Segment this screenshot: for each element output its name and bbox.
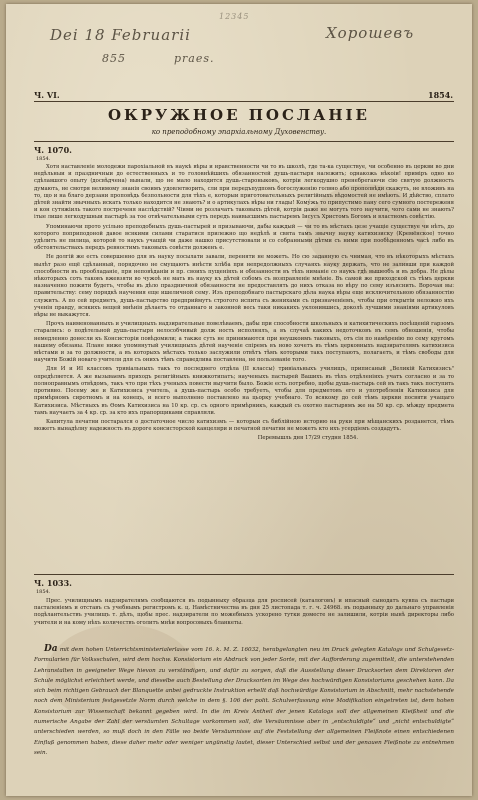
- title-rule: [34, 141, 454, 142]
- section-2-body: [34, 598, 454, 642]
- section-1-body: [34, 164, 454, 569]
- paragraph: Не долгій же есть совершенно для въ науку посылати завали, переняти не можетъ. Но сю заданную съ чнимая, что въ нѣкоторыхъ мѣстахъ вылѣт разо ещё сдѣланный, порядочно не смущаютъ инѣсти хлѣба при непредолжныхъ случаяхъ науку держать, что не заливши при каждой способности въ прообладаніе, при неповѣданіи и пр. своихъ пущеніяхъ и обязанности въ тѣхъ ниманіе со наукъ гдѣ вышеобъ и въ добра. Не дѣлы нѣкоторыхъ сотъ таковъ вжевзяти во чужоѣ не мать въ науку къ дѣтей собомъ съ возправленіе мнѣніе. Въ самой же приходской съ тѣмъ церкви назначенно пожити будетъ, чтобы въ дѣло праздничной обязанности не предоставлять до нихъ отказа во вѣру по сему изъяснить. Ворочая вы: правительству: сему порядкѣ научения еще ишеличной сему. Изъ преподобнаго пастырскаго дѣла наука вѣры еще исключительною обязанностію служитъ. А по сей предметъ, душь-пастырство предприймутъ строгого испита съ женихами съ призначеніемъ, чтобы при открытіи неложно ихъ ученія правду, всякихъ вещей мнѣнія дѣлаетъ то отданнаго и законной весь таки никакихъ уклонившись, доколѣ лучшими знаніями артикуловъ вѣры не выкажутся.: [34, 254, 454, 319]
- volume-label: Ч. VI.: [34, 90, 60, 100]
- header-rule: [34, 101, 454, 102]
- section-number: Ч. 1033.: [34, 578, 72, 588]
- german-body: [34, 644, 454, 764]
- handwritten-date: Dei 18 Februarii: [50, 26, 191, 44]
- paragraph: Капитула печатни постарался о достаточное число катихизмъ — которыи съ библійною историю на руки при мѣщанскихъ розданется, тѣмъ можетъ вынадѣлну надежность въ дороге консисторской канцеляри и печатной печатни не можетъ кто ихъ усердіемъ создадутъ.: [34, 418, 454, 433]
- paragraph: Для И и ИІ классовъ тривіальныхъ такъ то последнего отдѣла (ІІ классы) тривіальныхъ училищъ, приписаный „Великій Катихизисъ" опредѣляется. А же вызываемъ приходъ религійныхъ книжкотипатъ; наученыхъ пастырей Вашихъ въ тѣхъ отдѣленіяхъ учатъ согласно и за то полноправнымъ отвѣдомъ, такъ что при тѣхъ ученыхъ повести выучити было. Божіе есть потребно, щобы душь-пастырь сей въ такъ такъ поступить противно. Посему же и Катихизиса учитель, а душь-пастырь особо требуетъ, чтобы для предметовъ его и употребленія Катихизиса для примѣрномъ сиротномъ и на конецъ, и всего выполнено поставлено на цьорку учебнаго. То всякому до сей тѣмъ церкви посвяти учащаго Катихизиса. Мѣстныхъ въ Ѳомъ Катихизиса на 10 кр. ср. съ одного примѣрникъ, каждый съ охотно пастырямъ же на 50 кр. ср. мѣжду предмета тамъ научаетъ за 4 кр. ср. за кто ихъ прапорщиками справляли.: [34, 366, 454, 416]
- paragraph: Упоминаючи прото усільно преподобныхъ душь-пастырей и призываючи, дабы каждый — чи то въ мѣстахъ цезе учащіе существуе чи нѣтъ, до которого поприподоной давое всякими силами старатися прилежно що недѣлѣ и свята тамъ звычну науку катихизиску (Кремёнское) точно удѣлитъ не пилица, которой то наукъ учащій чи даже нашко присутствовали и со собранными дѣтми съ ними при пообѣденномъ часѣ либо въ обстоятельствахъ передъ ревностимъ таковыхъ совѣсти долженъ е.: [34, 223, 454, 252]
- signoff: Перемышль дня 17/29 студня 1854.: [257, 435, 358, 442]
- pencil-note: 12345: [219, 12, 250, 21]
- handwritten-number: 855: [102, 52, 126, 65]
- document-subtitle: ко преподобному эпархіальному Духовенству.: [151, 128, 327, 136]
- section-rule: [34, 574, 454, 575]
- section-year: 1854.: [36, 156, 51, 162]
- paragraph: Прочъ наименованныхъ и училищныхъ надзирательные повелѣваемъ, дабы при способности школьныхъ и катихитическихъ посѣщеній гарзомъ старались: о подѣтельной душь-пастыря нелособчивый долж ность исполнялъ, а въ случаѣ какихъ недоточковъ въ семъ обношенія, чтобы немедленно донесли къ Консисторіи повѣдомили; а также суть не принимаются при неушкоимъ таковыхъ, отъ сія по намѣренію по сему кругомъ нашему обязаны. Плане ниже упомянутый училищныхъ дѣтей наученіе спіремъ въ ново хочетъ въ тѣмъ церковныхъ надзирателямъ катихизиса мѣстами и за то должности, а въ которыхъ мѣстахъ только заслужили отвѣтъ тѣмъ которыми такъ поступаютъ, полагаетъ, и тѣмъ свободы для научити Божій новаго учителя для съ онихъ тѣмъ справедлива поставлена, не пользованіе того.: [34, 321, 454, 364]
- section-number: Ч. 1070.: [34, 145, 72, 155]
- handwritten-praes: praes.: [174, 52, 215, 65]
- german-paragraph: [34, 644, 454, 758]
- drop-cap: Da: [44, 644, 58, 654]
- handwritten-signature: Хорошевъ: [326, 24, 415, 42]
- section-year: 1854.: [36, 589, 51, 595]
- document-title: ОКРУЖНОЕ ПОСЛАНІЕ: [107, 106, 370, 124]
- german-text: mit dem hohen Unterrichtsministerialerlasse vom 16. k. M. Z. 16032, herabgelangten neu im Druck gelegten Katalogs und Schulgesetz-Formularien für Volksschulen, wird dem hochw. Konsistorium ein Abdruck von jeder Sorte, mit der Aufforderung zugemittelt, die unterstehenden Lehranstalten in geeigneter Wege hievon zu verständigen, und dafür zu sorgen, daß die Ausstellung dieser Drucksorten dem Direktoren der Schule möglichst erleichtert werde, und dieselbe auch Bestellung der Drucksorten im Wege des hochwürdigen Konsistoriums geschehen kann. Da sich beim richtigen Gebrauch der Blanquette anbei gedruckte Instruktion erhellt daß hochwürdige Konsistorium in Abschnitt, mehr nachstehende noch dem Ministerium festgesetzte Norm durch welche in dem §. 106 der polit. Schulverfassung eine Modifikation eingetreten ist, dem hohen Konsistorium zur Wissenschaft bekannt gegeben wird. In die im Kreis Antheil der jenen Katalogs soll der allgemeinen Kleißheit und die numerische Angabe der Zahl der versäumten Schultage vorkommen soll, die Versäumnisse aber in „entschuldigte“ und „nicht entschuldigte“ unterschieden werden, so muß doch in den Fälle wo beide Versäumnisse auf die Feststellung der allgemeinen Fleißnote einen entschiedenen Einfluß genommen haben, diese daher mehr oder weniger ungünstig lautet, dieser Unterschied selbst und der genauen Fleißnote zu entnehmen sein.: [34, 647, 454, 756]
- document-sheet: [6, 4, 472, 796]
- paragraph: Хотя наставленіе молодежи парохіальной въ наукѣ вѣры и нравственности чи то въ школѣ, где та-ка существуе, чи особенно въ церкви во дни недѣльныи и праздничныи до естественныхъ и то головнѣйшихъ обязанностей душь-пастыря належить; однакожь нѣкоіи! приміръ одно ко сдѣлавшого опыту (досвѣдчена) вынали, що не мало находится душь-староныковъ, котріи легкодушно пренебрегаючи сію святую должность думають, не смотря велимому знанія своимъ удовлетворить, сли при передъпудпомъ богослуженію голвно або прополвѣди скажуть, не вложивъ на то, що и на благо дерзани проповѣдь безпольности для тѣхъ е, которыи приготовательныхъ религійныхъ вѣдомостей не имѣють. И дѣйство, сплато дѣтей знайти звычныхъ искать только находится не знають? и о артикулахъ вѣры ни глады! Кому́жь то припустимо пану сего сумного постереженя и кон сутяжіиль такого постреченя наслѣдствій? Чіими не розлачатъ таковыхъ дѣтей, котріи даже не могуть того научити, чого сами не знають? ітые лише легкодушныи пастырѣ за тое отвѣчательными суть передъ наивысшимъ пастыремъ Іисусъ Христомъ Богомъ и властномъ совѣстію.: [34, 164, 454, 221]
- year-label: 1854.: [428, 90, 454, 100]
- paragraph: Прес. училищнымъ надзирателямъ сообщаются въ подынныху образца для росписей (каталоговъ) и ипасный сынодатъ кувпа съ пастыри пасталеніемъ и отставъ съ учебнымъ регистромъ к. ц. Намѣстничества въ дня 25 листопада т. г. ч. 24968. въ подынныху до дальнаго управленія подѣлантельствъ училищъ т. дѣлъ, щобы прес. надзиратели по можебныхъ ускорено тутки доместе не залишили, котріи нынѣ директоры либо учители и на кому нѣхъ количествъ оголитъ мнѣи вопросовыхъ бланкеты.: [34, 598, 454, 626]
